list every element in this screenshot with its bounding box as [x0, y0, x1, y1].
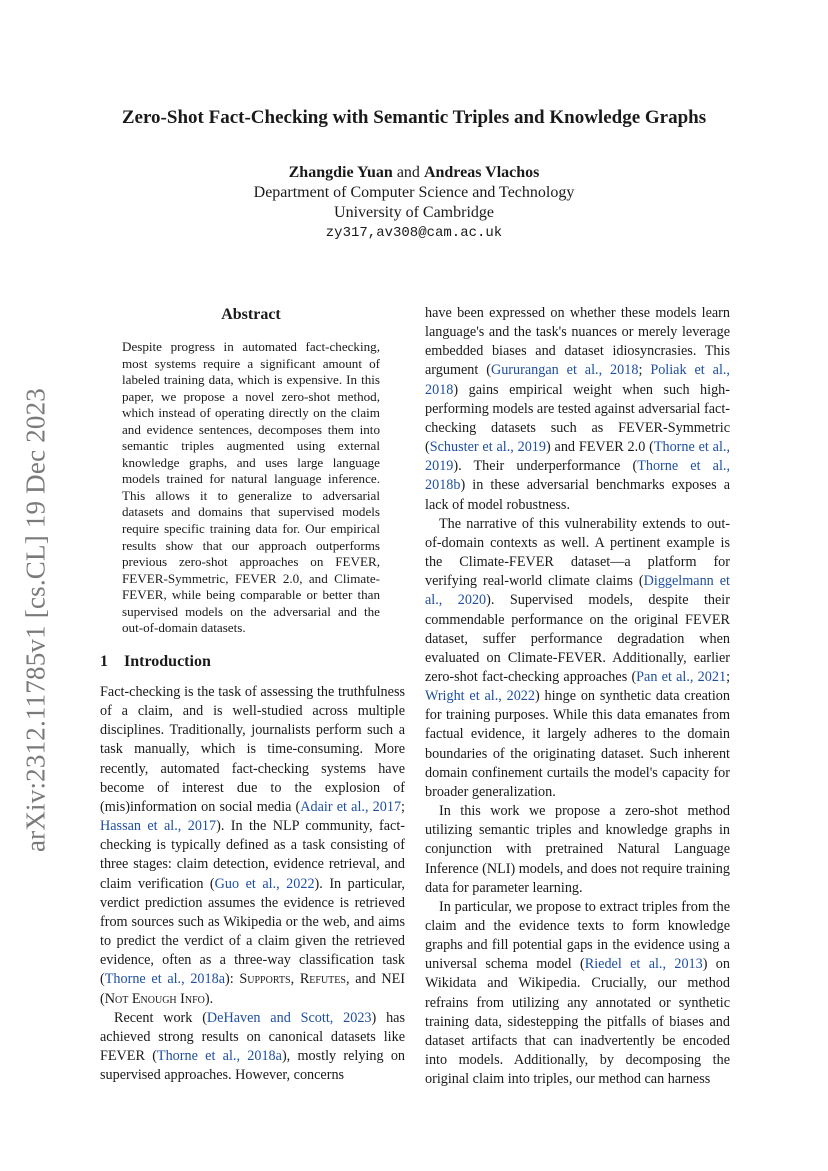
- affiliation-university: University of Cambridge: [334, 204, 494, 221]
- author-name: Andreas Vlachos: [423, 164, 540, 181]
- text-run: ). Supervised models, despite their commendable performance on the original FEVER dataset, suffer performance degradation when evaluated on Climate-FEVER. Additionally, earlier zero-shot fact-checking approaches (: [425, 592, 730, 685]
- right-column: [425, 304, 730, 1089]
- text-run: ). In the NLP community, fact-checking is typically defined as a task consisting of three stages: claim detection, evidence retrieval, and claim verification (: [100, 818, 405, 892]
- arxiv-sidebar: [12, 360, 60, 880]
- text-run: ,: [290, 971, 300, 988]
- paragraph: [100, 1009, 405, 1086]
- text-run: ) in these adversarial benchmarks exposes a lack of model robustness.: [425, 477, 730, 513]
- citation-link[interactable]: Diggelmann et al., 2020: [425, 573, 731, 609]
- paragraph: [425, 898, 730, 1090]
- author-email: zy317,av308@cam.ac.uk: [325, 225, 503, 241]
- section-heading: [100, 653, 405, 671]
- text-run: have been expressed on whether these models learn language's and the task's nuances or merely leverage embedded biases and dataset idiosyncrasies. This argument (: [425, 305, 730, 379]
- text-run: ;: [638, 362, 651, 379]
- citation-link[interactable]: Gururangan et al., 2018: [490, 362, 639, 379]
- text-run: ). Their underperformance (: [453, 458, 638, 475]
- section-title: Introduction: [124, 653, 211, 670]
- text-run: ) gains empirical weight when such high-performing models are tested against adversarial fact-checking datasets such as FEVER-Symmetric (: [425, 381, 730, 456]
- citation-link[interactable]: Thorne et al., 2018a: [156, 1047, 282, 1064]
- text-run: ) and FEVER 2.0 (: [545, 439, 654, 456]
- author-conjunction: and: [396, 164, 420, 181]
- text-run: ). In particular, verdict prediction assumes the evidence is retrieved from sources such as Wikipedia or the web, and aims to predict the verdict of a claim given the retrieved evidence, often as a three-way classification task (: [100, 875, 405, 988]
- label-not-enough-info: Not Enough Info: [104, 990, 205, 1007]
- paragraph: [425, 515, 730, 802]
- left-column: [100, 683, 405, 1085]
- paragraph: [425, 802, 730, 898]
- citation-link[interactable]: Thorne et al., 2018a: [104, 971, 226, 988]
- text-run: The narrative of this vulnerability extends to out-of-domain contexts as well. A pertinent example is the Climate-FEVER dataset—a platform for verifying real-world climate claims (: [425, 515, 730, 590]
- citation-link[interactable]: Wright et al., 2022: [425, 688, 535, 705]
- text-run: , and NEI (: [100, 971, 405, 1007]
- text-run: ;: [401, 798, 405, 815]
- text-run: ) on Wikidata and Wikipedia. Crucially, our method refrains from utilizing any annotated or synthetic training data, sidestepping the pitfalls of biases and dataset artifacts that can inadvertently be encoded into models. Additionally, by decomposing the original claim into triples, our method can harness: [425, 956, 730, 1088]
- arxiv-identifier: arXiv:2312.11785v1 [cs.CL] 19 Dec 2023: [20, 387, 51, 853]
- label-refutes: Refutes: [299, 971, 346, 988]
- text-run: ;: [726, 668, 731, 685]
- text-run: ) hinge on synthetic data creation for training purposes. While this data emanates from factual evidence, it largely adheres to the domain boundaries of the originating dataset. Such inherent domain confinement curtails the model's capacity for broader generalization.: [425, 688, 730, 800]
- citation-link[interactable]: Riedel et al., 2013: [584, 956, 703, 973]
- citation-link[interactable]: Poliak et al., 2018: [425, 362, 730, 398]
- author-block: [100, 163, 728, 243]
- text-run: ), mostly relying on supervised approaches. However, concerns: [100, 1047, 406, 1084]
- author-name: Zhangdie Yuan: [288, 164, 393, 181]
- section-number: 1: [100, 653, 108, 670]
- text-run: In this work we propose a zero-shot method utilizing semantic triples and knowledge graphs in conjunction with pretrained Natural Language Inference (NLI) models, and does not require training data for parameter learning.: [425, 803, 730, 896]
- citation-link[interactable]: DeHaven and Scott, 2023: [206, 1009, 372, 1026]
- affiliation-department: Department of Computer Science and Technology: [253, 184, 575, 201]
- citation-link[interactable]: Schuster et al., 2019: [429, 439, 546, 456]
- label-supports: Supports: [239, 971, 291, 988]
- text-run: ) has achieved strong results on canonical datasets like FEVER (: [100, 1009, 405, 1064]
- citation-link[interactable]: Hassan et al., 2017: [100, 818, 217, 835]
- text-run: Recent work (: [114, 1009, 207, 1026]
- paragraph: [100, 683, 405, 1009]
- citation-link[interactable]: Thorne et al., 2018b: [425, 458, 730, 494]
- text-run: Fact-checking is the task of assessing the truthfulness of a claim, and is well-studied across multiple disciplines. Traditionally, journalists perform such a task manually, which is time-consuming. More recently, automated fact-checking systems have become of interest due to the explosion of (mis)information on social media (: [100, 684, 405, 815]
- author-line: [100, 163, 728, 183]
- citation-link[interactable]: Thorne et al., 2019: [425, 439, 730, 475]
- paper-title: Zero-Shot Fact-Checking with Semantic Triples and Knowledge Graphs: [121, 107, 707, 128]
- citation-link[interactable]: Adair et al., 2017: [300, 798, 402, 815]
- text-run: ).: [204, 990, 214, 1007]
- text-run: In particular, we propose to extract triples from the claim and the evidence texts to form knowledge graphs and fill potential gaps in the evidence using a universal schema model (: [425, 898, 730, 973]
- citation-link[interactable]: Pan et al., 2021: [636, 668, 727, 685]
- abstract-heading: Abstract: [221, 306, 281, 323]
- text-run: ):: [225, 971, 240, 988]
- abstract-text: Despite progress in automated fact-checking, most systems require a significant amount of labeled training data, which is expensive. In this paper, we propose a novel zero-shot method, which instead of operating directly on the claim and evidence sentences, decomposes them into semantic triples augmented using external knowledge graphs, and uses large language models trained for natural language inference. This allows it to generalize to adversarial datasets and domains that supervised models require specific training data for. Our empirical results show that our approach outperforms previous zero-shot approaches on FEVER, FEVER-Symmetric, FEVER 2.0, and Climate-FEVER, while being comparable or better than supervised models on the adversarial and the out-of-domain datasets.: [122, 339, 380, 636]
- paragraph-continued: [425, 304, 730, 515]
- citation-link[interactable]: Guo et al., 2022: [214, 875, 315, 892]
